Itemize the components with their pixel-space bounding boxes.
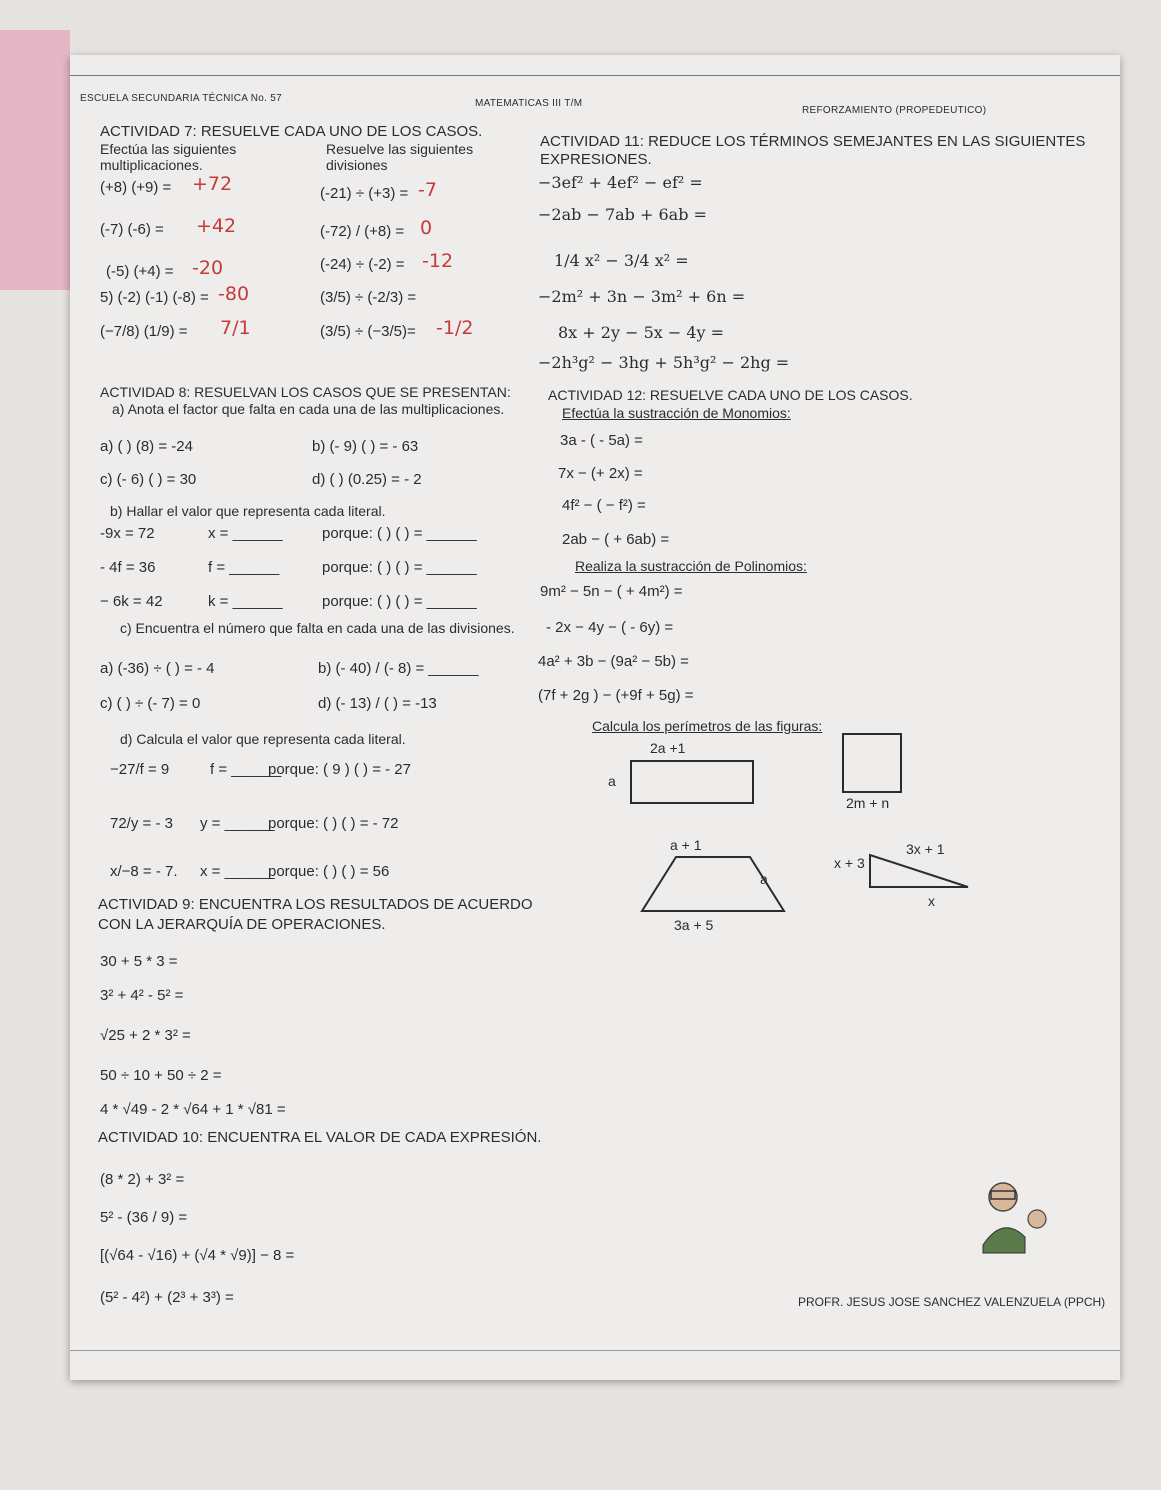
act12-poly-item: - 2x − 4y − ( - 6y) = <box>546 619 674 636</box>
act10-item: [(√64 - √16) + (√4 * √9)] − 8 = <box>100 1247 295 1264</box>
teacher-name: PROFR. JESUS JOSE SANCHEZ VALENZUELA (PPCH) <box>798 1295 1106 1309</box>
act8-a-item: d) ( ) (0.25) = - 2 <box>312 471 422 488</box>
hw-answer: -7 <box>418 179 437 201</box>
act7-div-intro: Resuelve las siguientes divisiones <box>326 141 474 173</box>
act9-item: 3² + 4² - 5² = <box>100 987 184 1004</box>
hw-answer: +72 <box>192 173 233 195</box>
act8-d-title: d) Calcula el valor que representa cada literal. <box>120 731 406 747</box>
act8-a-item: a) ( ) (8) = -24 <box>100 438 193 455</box>
act8-a-item: b) (- 9) ( ) = - 63 <box>312 438 419 455</box>
act9-item: 4 * √49 - 2 * √64 + 1 * √81 = <box>100 1101 286 1118</box>
act9-item: 50 ÷ 10 + 50 ÷ 2 = <box>100 1067 222 1084</box>
act9-item: √25 + 2 * 3² = <box>100 1027 191 1044</box>
act8-d-var: y = ______ <box>200 815 275 832</box>
hw-answer: 0 <box>420 217 433 239</box>
act8-b-porque: porque: ( ) ( ) = ______ <box>322 525 477 542</box>
act8-c-item: b) (- 40) / (- 8) = ______ <box>318 660 479 677</box>
act8-b-porque: porque: ( ) ( ) = ______ <box>322 593 477 610</box>
hw-answer: -12 <box>422 250 454 272</box>
triangle-base-label: x <box>928 893 935 909</box>
teacher-avatar-icon <box>975 1175 1055 1255</box>
act12-mono-item: 4f² − ( − f²) = <box>562 497 646 514</box>
pink-folder <box>0 30 70 290</box>
act8-d-porque: porque: ( 9 ) ( ) = - 27 <box>268 761 411 778</box>
act12-mono-item: 3a - ( - 5a) = <box>560 432 643 449</box>
act10-item: 5² - (36 / 9) = <box>100 1209 188 1226</box>
act8-c-item: c) ( ) ÷ (- 7) = 0 <box>100 695 201 712</box>
div-item: (-72) / (+8) = <box>320 223 405 240</box>
act11-title: ACTIVIDAD 11: REDUCE LOS TÉRMINOS SEMEJANTES EN LAS SIGUIENTES EXPRESIONES. <box>540 133 1086 168</box>
act8-c-item: d) (- 13) / ( ) = -13 <box>318 695 437 712</box>
act12-mono-item: 7x − (+ 2x) = <box>558 465 643 482</box>
act12-title: ACTIVIDAD 12: RESUELVE CADA UNO DE LOS CASOS. <box>548 387 913 403</box>
triangle-figure <box>866 851 972 891</box>
course-name: REFORZAMIENTO (PROPEDEUTICO) <box>802 105 987 116</box>
act12-poly-item: 9m² − 5n − ( + 4m²) = <box>540 583 683 600</box>
act10-title: ACTIVIDAD 10: ENCUENTRA EL VALOR DE CADA EXPRESIÓN. <box>98 1129 542 1146</box>
mult-item: (−7/8) (1/9) = <box>100 323 188 340</box>
act8-c-title: c) Encuentra el número que falta en cada una de las divisiones. <box>120 620 515 636</box>
div-item: (-24) ÷ (-2) = <box>320 256 405 273</box>
div-item: (3/5) ÷ (-2/3) = <box>320 289 417 306</box>
act12-perim-title: Calcula los perímetros de las figuras: <box>592 718 823 734</box>
div-item: (-21) ÷ (+3) = <box>320 185 409 202</box>
worksheet-page <box>70 55 1120 1380</box>
triangle-side-label: x + 3 <box>834 855 865 871</box>
mult-item: 5) (-2) (-1) (-8) = <box>100 289 209 306</box>
act12-mono-title: Efectúa la sustracción de Monomios: <box>562 405 791 421</box>
triangle-hyp-label: 3x + 1 <box>906 841 945 857</box>
act8-d-item: 72/y = - 3 <box>110 815 173 832</box>
act12-poly-item: (7f + 2g ) − (+9f + 5g) = <box>538 687 694 704</box>
act8-b-var: f = ______ <box>208 559 280 576</box>
act11-item: −2h³g² − 3hg + 5h³g² − 2hg = <box>538 353 790 372</box>
act7-mult-intro: Efectúa las siguientes multiplicaciones. <box>100 141 237 173</box>
trapezoid-bottom-label: 3a + 5 <box>674 917 714 933</box>
act10-item: (8 * 2) + 3² = <box>100 1171 185 1188</box>
act11-item: 1/4 x² − 3/4 x² = <box>554 251 689 270</box>
act8-a-title: a) Anota el factor que falta en cada una de las multiplicaciones. <box>112 401 505 417</box>
bottom-rule <box>70 1350 1120 1351</box>
act8-d-porque: porque: ( ) ( ) = - 72 <box>268 815 399 832</box>
act11-item: −2ab − 7ab + 6ab = <box>538 205 707 224</box>
act11-item: −3ef² + 4ef² − ef² = <box>538 173 703 192</box>
act7-title: ACTIVIDAD 7: RESUELVE CADA UNO DE LOS CASOS. <box>100 123 483 140</box>
hw-answer: -20 <box>192 257 224 279</box>
act8-b-porque: porque: ( ) ( ) = ______ <box>322 559 477 576</box>
act8-b-item: - 4f = 36 <box>100 559 156 576</box>
act8-d-var: f = ______ <box>210 761 282 778</box>
act8-d-item: −27/f = 9 <box>110 761 170 778</box>
act8-d-item: x/−8 = - 7. <box>110 863 178 880</box>
act8-title: ACTIVIDAD 8: RESUELVAN LOS CASOS QUE SE PRESENTAN: <box>100 384 511 400</box>
act10-item: (5² - 4²) + (2³ + 3³) = <box>100 1289 234 1306</box>
rectangle-figure <box>630 760 754 804</box>
act11-item: −2m² + 3n − 3m² + 6n = <box>538 287 746 306</box>
act8-b-item: -9x = 72 <box>100 525 155 542</box>
mult-item: (-7) (-6) = <box>100 221 164 238</box>
subject-name: MATEMATICAS III T/M <box>475 98 583 109</box>
hw-answer: +42 <box>196 215 237 237</box>
mult-item: (+8) (+9) = <box>100 179 172 196</box>
square-figure <box>842 733 902 793</box>
act8-b-var: x = ______ <box>208 525 283 542</box>
act12-poly-title: Realiza la sustracción de Polinomios: <box>575 558 807 574</box>
act12-poly-item: 4a² + 3b − (9a² − 5b) = <box>538 653 689 670</box>
act8-b-title: b) Hallar el valor que representa cada literal. <box>110 503 386 519</box>
rect-side-label: a <box>608 773 616 789</box>
top-rule <box>70 75 1120 76</box>
hw-answer: 7/1 <box>220 317 251 339</box>
school-name: ESCUELA SECUNDARIA TÉCNICA No. 57 <box>80 93 283 104</box>
act8-c-item: a) (-36) ÷ ( ) = - 4 <box>100 660 215 677</box>
act11-item: 8x + 2y − 5x − 4y = <box>558 323 725 342</box>
div-item: (3/5) ÷ (−3/5)= <box>320 323 416 340</box>
hw-answer: -1/2 <box>436 317 474 339</box>
act9-item: 30 + 5 * 3 = <box>100 953 178 970</box>
act8-b-item: − 6k = 42 <box>100 593 163 610</box>
act9-title: ACTIVIDAD 9: ENCUENTRA LOS RESULTADOS DE ACUERDO CON LA JERARQUÍA DE OPERACIONES. <box>98 896 533 933</box>
trapezoid-top-label: a + 1 <box>670 837 702 853</box>
trapezoid-side-label: a <box>760 871 768 887</box>
act8-a-item: c) (- 6) ( ) = 30 <box>100 471 197 488</box>
rect-top-label: 2a +1 <box>650 740 686 756</box>
act8-d-porque: porque: ( ) ( ) = 56 <box>268 863 390 880</box>
square-label: 2m + n <box>846 795 890 811</box>
hw-answer: -80 <box>218 283 250 305</box>
act8-b-var: k = ______ <box>208 593 283 610</box>
act8-d-var: x = ______ <box>200 863 275 880</box>
mult-item: (-5) (+4) = <box>106 263 174 280</box>
act12-mono-item: 2ab − ( + 6ab) = <box>562 531 670 548</box>
